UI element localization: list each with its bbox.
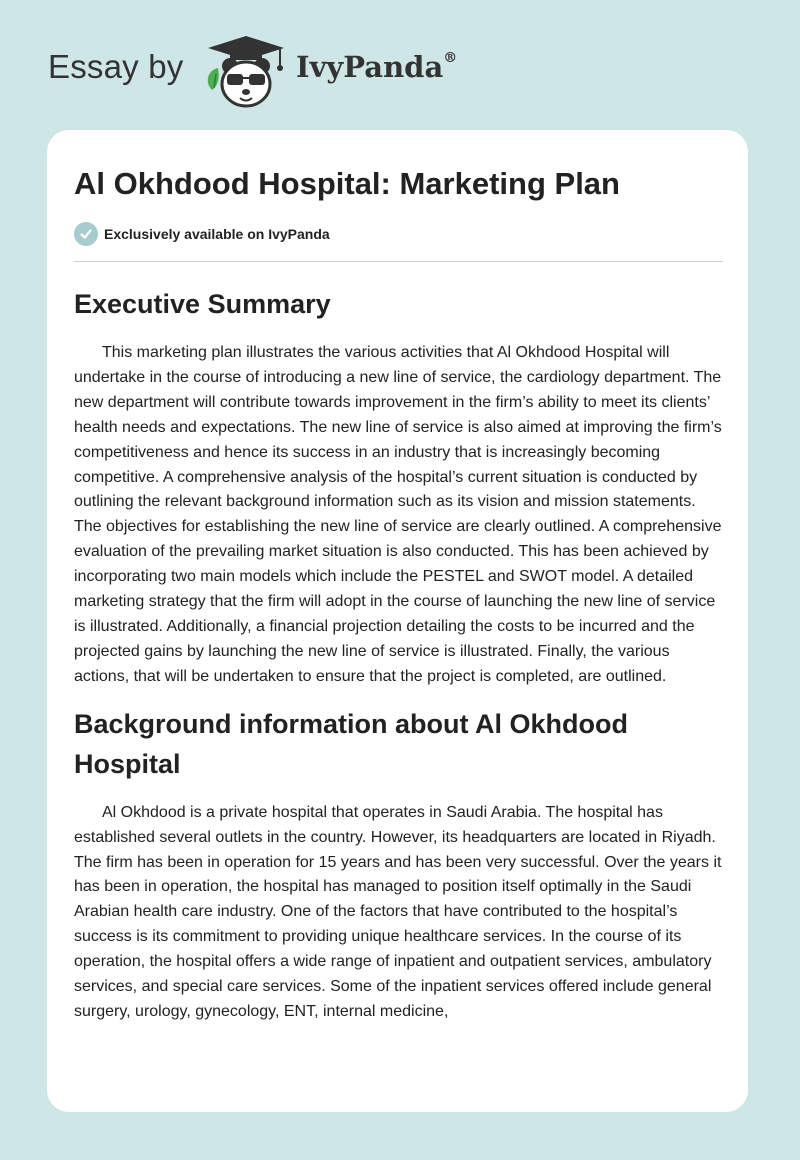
check-circle-icon bbox=[74, 222, 98, 246]
section-heading-executive-summary: Executive Summary bbox=[74, 289, 331, 319]
executive-summary-paragraph: This marketing plan illustrates the various activities that Al Okhdood Hospital will undertake in the course of introducing a new line of service, the cardiology department. The new department will contribute towards improvement in the firm’s ability to meet its clients’ health needs and expectations. The new line of service is also aimed at improving the firm’s competitiveness and hence its success in an industry that is increasingly becoming competitive. A comprehensive analysis of the hospital’s current situation is conducted by outlining the relevant background information such as its vision and mission statements. The objectives for establishing the new line of service are clearly outlined. A comprehensive evaluation of the prevailing market situation is also conducted. This has been achieved by incorporating two main models which include the PESTEL and SWOT model. A detailed marketing strategy that the firm will adopt in the course of launching the new line of service is illustrated. Additionally, a financial projection detailing the costs to be incurred and the projected gains by launching the new line of service is illustrated. Finally, the various actions, that will be undertaken to ensure that the project is completed, are outlined. bbox=[74, 344, 722, 685]
page-title: Al Okhdood Hospital: Marketing Plan bbox=[74, 166, 620, 201]
background-paragraph: Al Okhdood is a private hospital that operates in Saudi Arabia. The hospital has established several outlets in the country. However, its headquarters are located in Riyadh. The firm has been in operation for 15 years and has been very successful. Over the years it has been in operation, the hospital has managed to position itself optimally in the Saudi Arabian health care industry. One of the factors that have contributed to the hospital’s success is its commitment to providing unique healthcare services. In the course of its operation, the hospital offers a wide range of inpatient and outpatient services, ambulatory services, and special care services. Some of the inpatient services offered include general surgery, urology, gynecology, ENT, internal medicine, bbox=[74, 803, 722, 1020]
badge-label: Exclusively available on IvyPanda bbox=[104, 226, 330, 242]
article-card bbox=[47, 130, 748, 1112]
section-heading-background: Background information about Al Okhdood Hospital bbox=[74, 708, 628, 779]
essay-by-label: Essay by bbox=[48, 48, 184, 85]
divider bbox=[74, 261, 723, 262]
brand-name[interactable]: IvyPanda® bbox=[296, 50, 458, 84]
exclusive-badge bbox=[74, 222, 723, 246]
panda-graduate-logo-icon[interactable] bbox=[200, 30, 292, 110]
site-header bbox=[0, 0, 800, 130]
